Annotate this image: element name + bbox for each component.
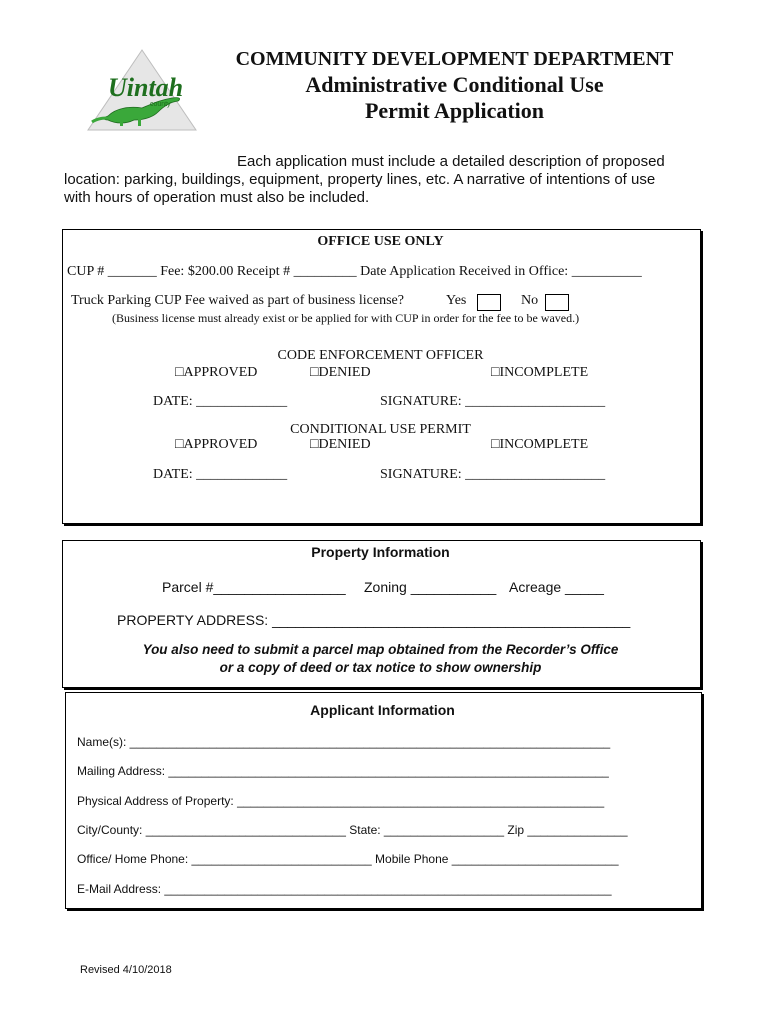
- yes-checkbox[interactable]: [477, 294, 501, 311]
- conditional-use-heading: CONDITIONAL USE PERMIT: [290, 422, 471, 437]
- email-field[interactable]: E-Mail Address: ___________________________________________________________________: [77, 882, 612, 896]
- mailing-address-field[interactable]: Mailing Address: __________________________________________________________________: [77, 764, 609, 778]
- code-enforcement-date[interactable]: DATE: _____________: [153, 394, 288, 409]
- physical-address-field[interactable]: Physical Address of Property: _______________________________________________________: [77, 794, 605, 808]
- acreage-field[interactable]: Acreage _____: [509, 579, 604, 595]
- yes-label: Yes: [446, 293, 467, 308]
- intro-line-3: with hours of operation must also be included.: [64, 189, 370, 206]
- conditional-use-signature[interactable]: SIGNATURE: ____________________: [380, 467, 606, 482]
- county-logo: [86, 48, 198, 134]
- conditional-use-incomplete[interactable]: □INCOMPLETE: [491, 437, 589, 452]
- parcel-field[interactable]: Parcel #_________________: [162, 579, 346, 595]
- no-label: No: [521, 293, 539, 308]
- cup-line[interactable]: CUP # _______ Fee: $200.00 Receipt # _________ Date Application Received in Office: __________: [67, 264, 642, 279]
- form-title-line1: Administrative Conditional Use: [305, 72, 604, 97]
- parcel-map-note-line2: or a copy of deed or tax notice to show ownership: [219, 660, 542, 675]
- code-enforcement-signature[interactable]: SIGNATURE: ____________________: [380, 394, 606, 409]
- office-use-heading: OFFICE USE ONLY: [317, 234, 444, 249]
- applicant-info-heading: Applicant Information: [310, 702, 455, 718]
- parcel-map-note-line1: You also need to submit a parcel map obtained from the Recorder’s Office: [142, 642, 619, 657]
- code-enforcement-denied[interactable]: □DENIED: [310, 365, 371, 380]
- form-title-line2: Permit Application: [364, 98, 545, 123]
- truck-parking-question: Truck Parking CUP Fee waived as part of business license?: [71, 293, 404, 308]
- logo-subtext: county: [150, 101, 171, 108]
- logo-text: Uintah: [108, 73, 184, 102]
- truck-parking-note: (Business license must already exist or be applied for with CUP in order for the fee to be waved.): [112, 311, 580, 325]
- department-title: COMMUNITY DEVELOPMENT DEPARTMENT: [235, 48, 674, 70]
- code-enforcement-heading: CODE ENFORCEMENT OFFICER: [277, 348, 484, 363]
- phone-field[interactable]: Office/ Home Phone: ___________________________ Mobile Phone _________________________: [77, 852, 619, 866]
- no-checkbox[interactable]: [545, 294, 569, 311]
- conditional-use-date[interactable]: DATE: _____________: [153, 467, 288, 482]
- zoning-field[interactable]: Zoning ___________: [364, 579, 497, 595]
- names-field[interactable]: Name(s): ________________________________________________________________________: [77, 735, 611, 749]
- conditional-use-approved[interactable]: □APPROVED: [175, 437, 258, 452]
- intro-line-1: Each application must include a detailed description of proposed: [237, 153, 665, 170]
- revised-date: Revised 4/10/2018: [80, 964, 172, 976]
- intro-line-2: location: parking, buildings, equipment, property lines, etc. A narrative of intentions of use: [64, 171, 656, 188]
- property-info-heading: Property Information: [311, 544, 450, 560]
- conditional-use-denied[interactable]: □DENIED: [310, 437, 371, 452]
- code-enforcement-approved[interactable]: □APPROVED: [175, 365, 258, 380]
- code-enforcement-incomplete[interactable]: □INCOMPLETE: [491, 365, 589, 380]
- property-address-field[interactable]: PROPERTY ADDRESS: ______________________________________________: [117, 612, 631, 628]
- city-state-zip-field[interactable]: City/County: ______________________________ State: __________________ Zip _______________: [77, 823, 628, 837]
